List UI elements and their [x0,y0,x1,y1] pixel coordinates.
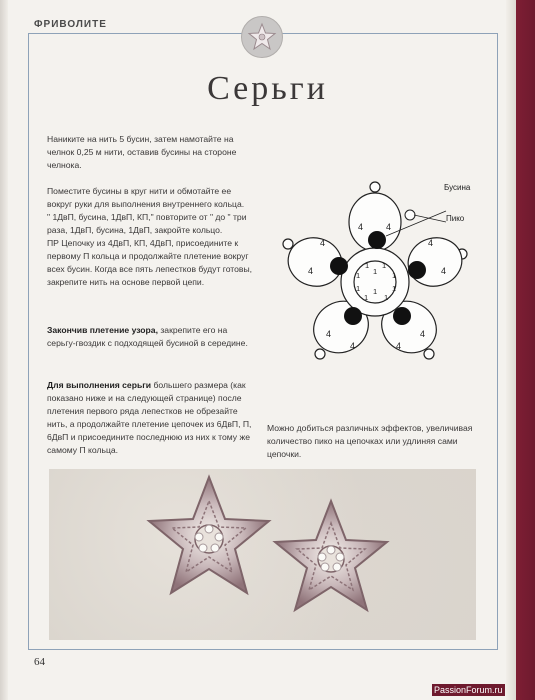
bead [344,307,362,325]
svg-text:4: 4 [326,329,332,339]
svg-text:4: 4 [358,222,364,232]
svg-text:4: 4 [320,238,326,248]
petal [403,232,468,292]
svg-text:1: 1 [373,267,378,276]
picot-label: Пико [446,214,465,223]
bead-label: Бусина [444,183,471,192]
svg-text:1: 1 [356,271,361,280]
svg-text:1: 1 [373,287,378,296]
watermark: PassionForum.ru [434,685,503,695]
paragraph-2: Поместите бусины в круг нити и обмотайте ее вокруг руки для выполнения внутреннего кольца. " 1ДвП, бусина, 1ДвП, КП," повторите от " до " три раза, 1ДвП, бусина, 1ДвП, закройте кольцо. ПР Цепочку из 4ДвП, КП, 4ДвП, присоедините к первому П кольца и продолжайте плетение вокруг всех бусин. Когда все пять лепестков будут готовы, закрепите нить на основе первой цепи. [47,186,253,287]
svg-text:4: 4 [441,266,447,276]
svg-text:1: 1 [382,261,387,270]
svg-text:4: 4 [308,266,314,276]
tatting-diagram [278,174,478,374]
page-title: Серьги [207,70,328,107]
outer-picot [315,349,325,359]
paragraph-1: Наниките на нить 5 бусин, затем намотайте на челнок 0,25 м нити, оставив бусины на стороне челнока. [47,134,237,170]
paragraph-4: Для выполнения серьги большего размера (как показано ниже и на следующей странице) после плетения первого ряда лепестков не обрезайте нить, а продолжайте плетение цепочек из 6ДвП, П, 6ДвП и присоедините последнюю из них к тому же самому П кольца. [47,380,252,455]
bead [368,231,386,249]
tatting-star-logo [241,16,283,58]
svg-text:4: 4 [386,222,392,232]
bead [330,257,348,275]
bead [408,261,426,279]
svg-text:4: 4 [396,341,402,351]
picot-pointer [414,215,446,222]
earrings-photo [49,469,476,640]
paragraph-3: Закончив плетение узора, закрепите его на серьгу-гвоздик с подходящей бусиной в середине. [47,325,248,348]
outer-picot [424,349,434,359]
star-icon [247,22,277,52]
svg-text:1: 1 [384,293,389,302]
svg-text:1: 1 [364,293,369,302]
earring-right [275,501,387,610]
section-label: ФРИВОЛИТЕ [34,19,107,30]
outer-picot [370,182,380,192]
svg-text:4: 4 [350,341,356,351]
outer-picot [283,239,293,249]
svg-text:4: 4 [420,329,426,339]
page-number: 64 [34,656,45,668]
earrings-illustration [49,469,476,640]
svg-text:1: 1 [356,284,361,293]
svg-text:1: 1 [392,284,397,293]
svg-text:1: 1 [365,261,370,270]
picot [405,210,415,220]
earring-left [149,477,269,593]
svg-text:4: 4 [428,238,434,248]
svg-text:1: 1 [392,271,397,280]
photo-caption: Можно добиться различных эффектов, увеличивая количество пико на цепочках или удлиняя сами цепочки. [267,423,473,459]
bead [393,307,411,325]
